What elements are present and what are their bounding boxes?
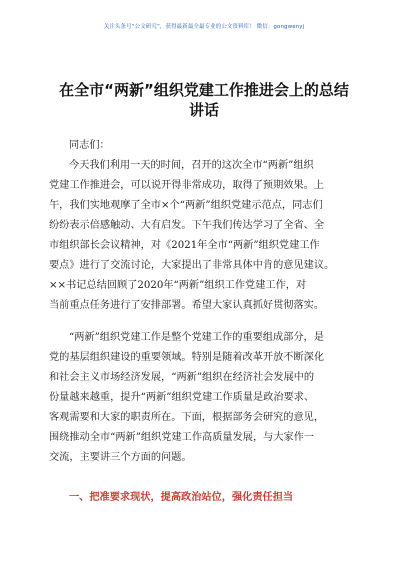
paragraph-line: 要点》进行了交流讨论，大家提出了非常具体中肯的意见建议。 [49,260,335,271]
paragraph-line: 当前重点任务进行了安排部署。希望大家认真抓好贯彻落实。 [49,300,325,311]
paragraph-2 [49,328,365,468]
header-banner: 关注头条号“公文研究”，获得最新最全最专业的公文资料库！ 微信：gongwenyj [103,24,305,30]
paragraph-line: 市组织部长会议精神，对《2021年全市“两新”组织党建工作 [49,240,320,251]
paragraph-line: 围绕推动全市“两新”组织党建工作高质量发展，与大家作一 [49,432,315,443]
paragraph-line: 和社会主义市场经济发展，“两新”组织在经济社会发展中的 [49,372,315,383]
paragraph-1 [49,156,365,316]
page-title-line-2: 讲话 [188,101,219,119]
page-title [46,80,362,120]
salutation: 同志们： [69,140,110,151]
page-title-line-1: 在全市“两新”组织党建工作推进会上的总结 [59,81,349,99]
paragraph-line: 党建工作推进会，可以说开得非常成功，取得了预期效果。上 [49,180,325,191]
paragraph-line: 份量越来越重，提升“两新”组织党建工作质量是政治要求、 [49,392,315,403]
section-heading-1: 一、把准要求现状，提高政治站位，强化责任担当 [69,492,294,503]
paragraph-line: ××书记总结回顾了2020年“两新”组织工作党建工作，对 [49,280,307,291]
paragraph-line: “两新”组织党建工作是整个党建工作的重要组成部分，是 [69,332,324,343]
paragraph-line: 客观需要和大家的职责所在。下面，根据部务会研究的意见， [49,412,325,423]
paragraph-line: 午，我们实地观摩了全市×个“两新”组织党建示范点，同志们 [49,200,323,211]
paragraph-line: 交流，主要讲三个方面的问题。 [49,452,192,463]
paragraph-line: 党的基层组织建设的重要领域。特别是随着改革开放不断深化 [49,352,325,363]
paragraph-line: 今天我们利用一天的时间，召开的这次全市“两新”组织 [69,160,314,171]
paragraph-line: 纷纷表示倍感触动、大有启发。下午我们传达学习了全省、全 [49,220,325,231]
